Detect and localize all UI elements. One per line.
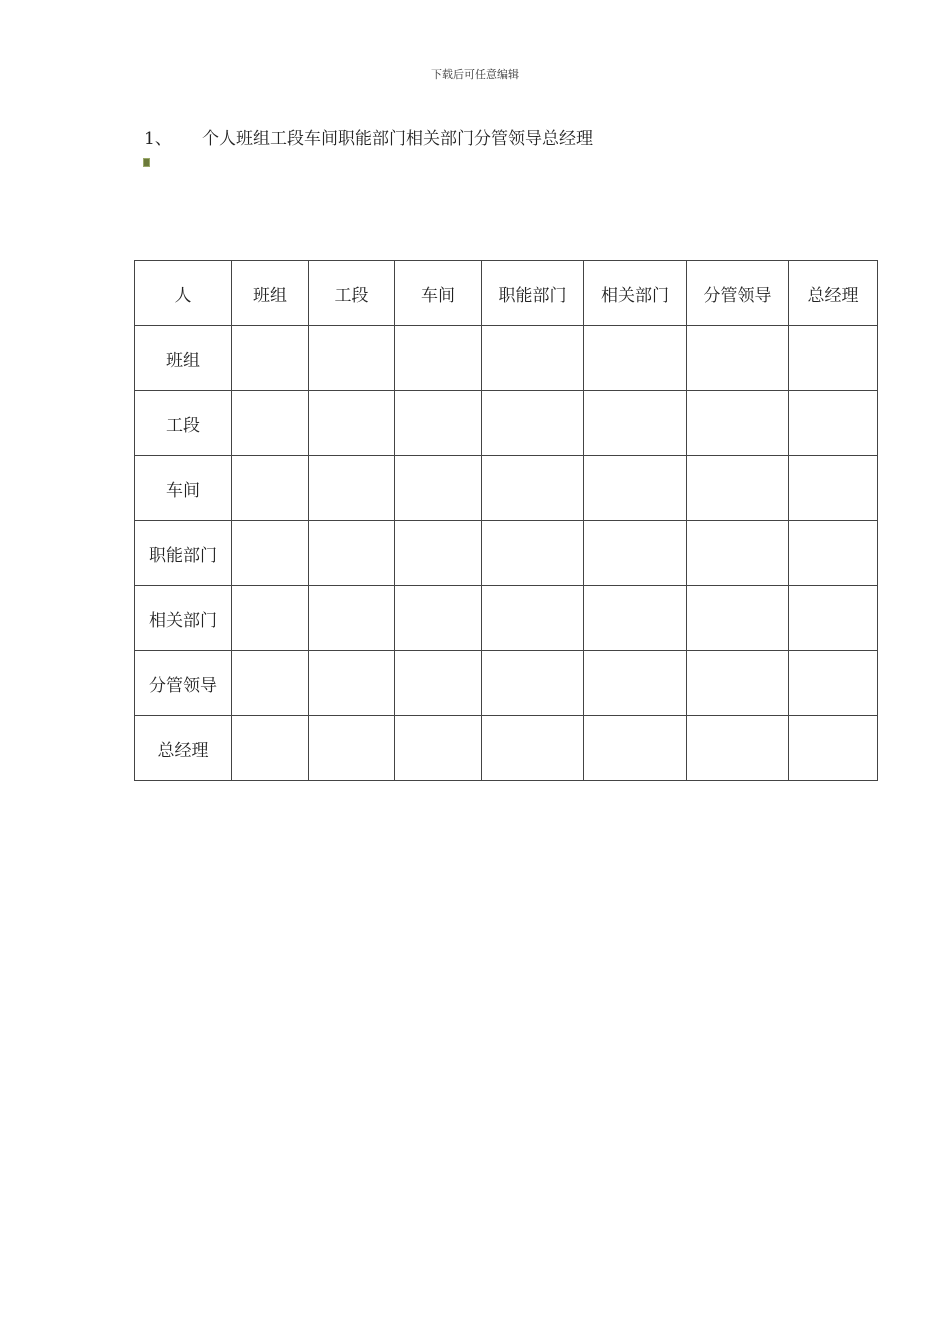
row-header: 车间 [135, 456, 232, 521]
table-row [135, 586, 878, 651]
row-header: 分管领导 [135, 651, 232, 716]
corner-cell: 人 [135, 261, 232, 326]
table-row [135, 716, 878, 781]
table-cell [789, 586, 878, 651]
table-row [135, 456, 878, 521]
table-cell [232, 586, 309, 651]
table-cell [395, 651, 482, 716]
table-cell [584, 521, 687, 586]
column-header: 相关部门 [584, 261, 687, 326]
table-cell [584, 651, 687, 716]
table-cell [232, 716, 309, 781]
table-cell [309, 716, 395, 781]
row-header: 相关部门 [135, 586, 232, 651]
table-cell [309, 586, 395, 651]
table-cell [482, 716, 584, 781]
table-row [135, 391, 878, 456]
table-cell [789, 521, 878, 586]
table-cell [789, 716, 878, 781]
table-cell [482, 456, 584, 521]
table-cell [482, 586, 584, 651]
table-cell [687, 521, 789, 586]
page-header: 下载后可任意编辑 [431, 68, 519, 81]
column-header: 车间 [395, 261, 482, 326]
table-cell [482, 326, 584, 391]
row-header: 班组 [135, 326, 232, 391]
heading-text: 个人班组工段车间职能部门相关部门分管领导总经理 [202, 129, 593, 149]
table-cell [232, 651, 309, 716]
table-cell [309, 391, 395, 456]
table-cell [309, 651, 395, 716]
table-cell [482, 651, 584, 716]
row-header: 职能部门 [135, 521, 232, 586]
table-cell [395, 521, 482, 586]
table-cell [309, 456, 395, 521]
table-cell [687, 391, 789, 456]
table-cell [584, 586, 687, 651]
table-cell [232, 326, 309, 391]
section-heading [144, 124, 593, 149]
table-header-row [135, 261, 878, 326]
table-cell [395, 586, 482, 651]
relationship-matrix-table [134, 260, 878, 781]
table-cell [687, 456, 789, 521]
table-cell [232, 521, 309, 586]
row-header: 总经理 [135, 716, 232, 781]
table-cell [584, 391, 687, 456]
row-header: 工段 [135, 391, 232, 456]
table-cell [395, 716, 482, 781]
column-header: 工段 [309, 261, 395, 326]
table-cell [789, 326, 878, 391]
table-cell [789, 456, 878, 521]
table-cell [584, 456, 687, 521]
table-cell [687, 326, 789, 391]
table-cell [482, 521, 584, 586]
table-cell [584, 326, 687, 391]
table-cell [687, 586, 789, 651]
table-cell [309, 326, 395, 391]
table-cell [687, 716, 789, 781]
heading-number: 1、 [144, 129, 172, 149]
table-cell [395, 456, 482, 521]
table-cell [232, 456, 309, 521]
table-row [135, 521, 878, 586]
column-header: 班组 [232, 261, 309, 326]
table-row [135, 326, 878, 391]
table-cell [395, 391, 482, 456]
table-cell [395, 326, 482, 391]
table-cell [482, 391, 584, 456]
column-header: 职能部门 [482, 261, 584, 326]
table-cell [789, 391, 878, 456]
table-cell [687, 651, 789, 716]
table-cell [309, 521, 395, 586]
column-header: 分管领导 [687, 261, 789, 326]
table-cell [584, 716, 687, 781]
anchor-mark-icon [143, 158, 150, 167]
table-row [135, 651, 878, 716]
table-cell [232, 391, 309, 456]
table-cell [789, 651, 878, 716]
column-header: 总经理 [789, 261, 878, 326]
